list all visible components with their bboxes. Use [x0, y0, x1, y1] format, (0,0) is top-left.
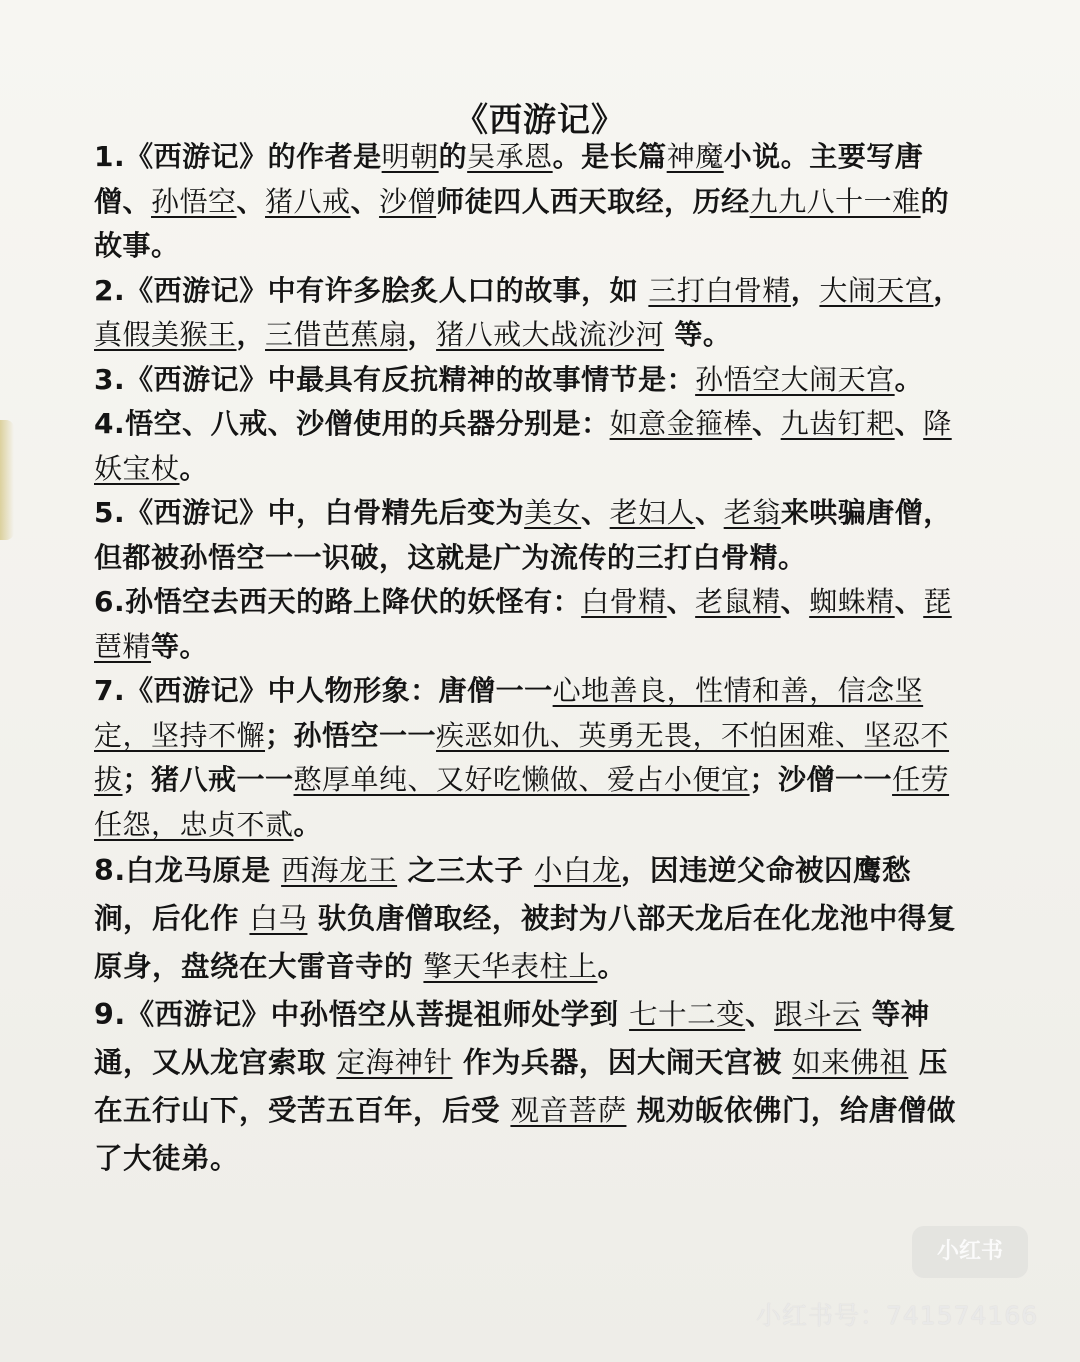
answer-blank: 白骨精 — [581, 585, 667, 618]
question-text: 、 — [894, 407, 924, 440]
question-text: 驮负唐僧取经，被封为八部天龙后在化龙池中得复原身，盘绕在大雷音寺的 — [94, 902, 956, 983]
item-3 — [94, 358, 964, 403]
watermark-id: 小红书号：741574166 — [756, 1301, 1039, 1330]
question-text: 8.白龙马原是 — [94, 854, 282, 887]
item-5 — [94, 491, 964, 580]
answer-blank: 三打白骨精 — [648, 273, 791, 307]
question-text: 、 — [695, 496, 724, 529]
question-text: 的 — [438, 140, 468, 173]
question-text: 来哄骗唐僧，但都被孙悟空一一识破，这就是广为流传的三打白骨精。 — [94, 496, 952, 574]
answer-blank: 心地善良，性情和善，信念坚定，坚持不懈 — [94, 674, 924, 752]
answer-blank: 美女 — [524, 496, 582, 529]
question-text: 小说。主要写唐僧、 — [94, 140, 924, 218]
answer-blank: 小白龙 — [533, 854, 621, 887]
question-text: 。 — [293, 807, 323, 841]
answer-blank: 神魔 — [666, 140, 724, 173]
answer-blank: 疾恶如仇、英勇无畏，不怕困难、坚忍不拔 — [94, 718, 950, 796]
question-text: 、 — [752, 407, 781, 440]
question-text: ， — [407, 318, 437, 351]
question-text: 的故事。 — [94, 184, 950, 262]
question-text: 作为兵器，因大闹天宫被 — [452, 1046, 793, 1079]
answer-blank: 琵琶精 — [94, 585, 952, 663]
question-text: 9.《西游记》中孙悟空从菩提祖师处学到 — [94, 998, 630, 1031]
question-text: ， — [933, 273, 962, 307]
answer-blank: 老鼠精 — [695, 585, 781, 618]
item-7 — [94, 669, 964, 847]
item-6 — [94, 580, 964, 669]
question-text: 之三太子 — [397, 854, 534, 887]
answer-blank: 如意金箍棒 — [609, 407, 753, 440]
question-text: 。 — [597, 950, 627, 983]
question-text: ， — [790, 273, 820, 307]
question-text: ， — [236, 318, 266, 351]
question-text: 。是长篇 — [552, 140, 667, 173]
question-text: 。 — [179, 451, 209, 485]
answer-blank: 三借芭蕉扇 — [265, 318, 408, 351]
question-text: ；孙悟空一一 — [265, 718, 437, 752]
item-9 — [94, 991, 964, 1183]
question-text: ；沙僧一一 — [749, 763, 893, 796]
page-edge-stain — [0, 420, 14, 540]
answer-blank: 老翁 — [723, 496, 781, 529]
answer-blank: 蜘蛛精 — [809, 585, 895, 618]
item-8 — [94, 847, 964, 991]
question-text: 、 — [745, 998, 775, 1031]
question-text: 等。 — [151, 629, 209, 663]
answer-blank: 降妖宝杖 — [94, 407, 952, 485]
document-body — [94, 135, 964, 1183]
answer-blank: 任劳任怨，忠贞不贰 — [94, 763, 950, 841]
answer-blank: 真假美猴王 — [94, 318, 237, 351]
item-4 — [94, 402, 964, 491]
question-text: 2.《西游记》中有许多脍炙人口的故事，如 — [94, 273, 649, 307]
question-text: 、 — [236, 184, 266, 218]
answer-blank: 猪八戒大战流沙河 — [436, 318, 665, 351]
answer-blank: 观音菩萨 — [510, 1094, 627, 1127]
question-text: 压在五行山下，受苦五百年，后受 — [94, 1046, 948, 1127]
question-text: 5.《西游记》中，白骨精先后变为 — [94, 496, 525, 529]
answer-blank: 定海神针 — [336, 1046, 453, 1079]
item-1 — [94, 135, 964, 269]
answer-blank: 吴承恩 — [467, 140, 553, 173]
answer-blank: 大闹天宫 — [819, 273, 934, 307]
answer-blank: 九九八十一难 — [749, 184, 921, 218]
answer-blank: 西海龙王 — [281, 854, 398, 887]
question-text: ；猪八戒一一 — [122, 763, 294, 796]
watermark-logo: 小红书 — [912, 1226, 1028, 1278]
question-text: 、 — [780, 585, 810, 618]
question-text: 4.悟空、八戒、沙僧使用的兵器分别是： — [94, 407, 610, 440]
answer-blank: 明朝 — [381, 140, 439, 173]
answer-blank: 老妇人 — [609, 496, 696, 529]
question-text: 规劝皈依佛门，给唐僧做了大徒弟。 — [94, 1094, 956, 1175]
page-title: 《西游记》 — [455, 100, 625, 139]
answer-blank: 孙悟空 — [151, 184, 237, 218]
question-text: 、 — [350, 184, 380, 218]
question-text: 3.《西游记》中最具有反抗精神的故事情节是： — [94, 362, 696, 396]
answer-blank: 七十二变 — [629, 998, 746, 1031]
question-text: 、 — [581, 496, 610, 529]
question-text: 师徒四人西天取经，历经 — [436, 184, 750, 218]
answer-blank: 沙僧 — [379, 184, 437, 218]
answer-blank: 憨厚单纯、又好吃懒做、爱占小便宜 — [293, 763, 750, 796]
answer-blank: 擎天华表柱上 — [423, 950, 598, 983]
answer-blank: 猪八戒 — [265, 184, 351, 218]
question-text: 、 — [666, 585, 696, 618]
answer-blank: 如来佛祖 — [792, 1046, 909, 1079]
question-text: ，因违逆父命被囚鹰愁涧，后化作 — [94, 854, 911, 935]
question-text: 。 — [894, 362, 924, 396]
question-text: 1.《西游记》的作者是 — [94, 140, 382, 173]
question-text: 6.孙悟空去西天的路上降伏的妖怪有： — [94, 585, 582, 618]
answer-blank: 孙悟空大闹天宫 — [695, 362, 895, 396]
answer-blank: 白马 — [249, 902, 308, 935]
question-text: 7.《西游记》中人物形象：唐僧一一 — [94, 674, 553, 707]
question-text: 、 — [894, 585, 924, 618]
item-2 — [94, 269, 964, 358]
question-text: 等。 — [664, 318, 732, 351]
answer-blank: 九齿钉耙 — [780, 407, 895, 440]
question-text: 等神通，又从龙宫索取 — [94, 998, 930, 1079]
answer-blank: 跟斗云 — [774, 998, 862, 1031]
